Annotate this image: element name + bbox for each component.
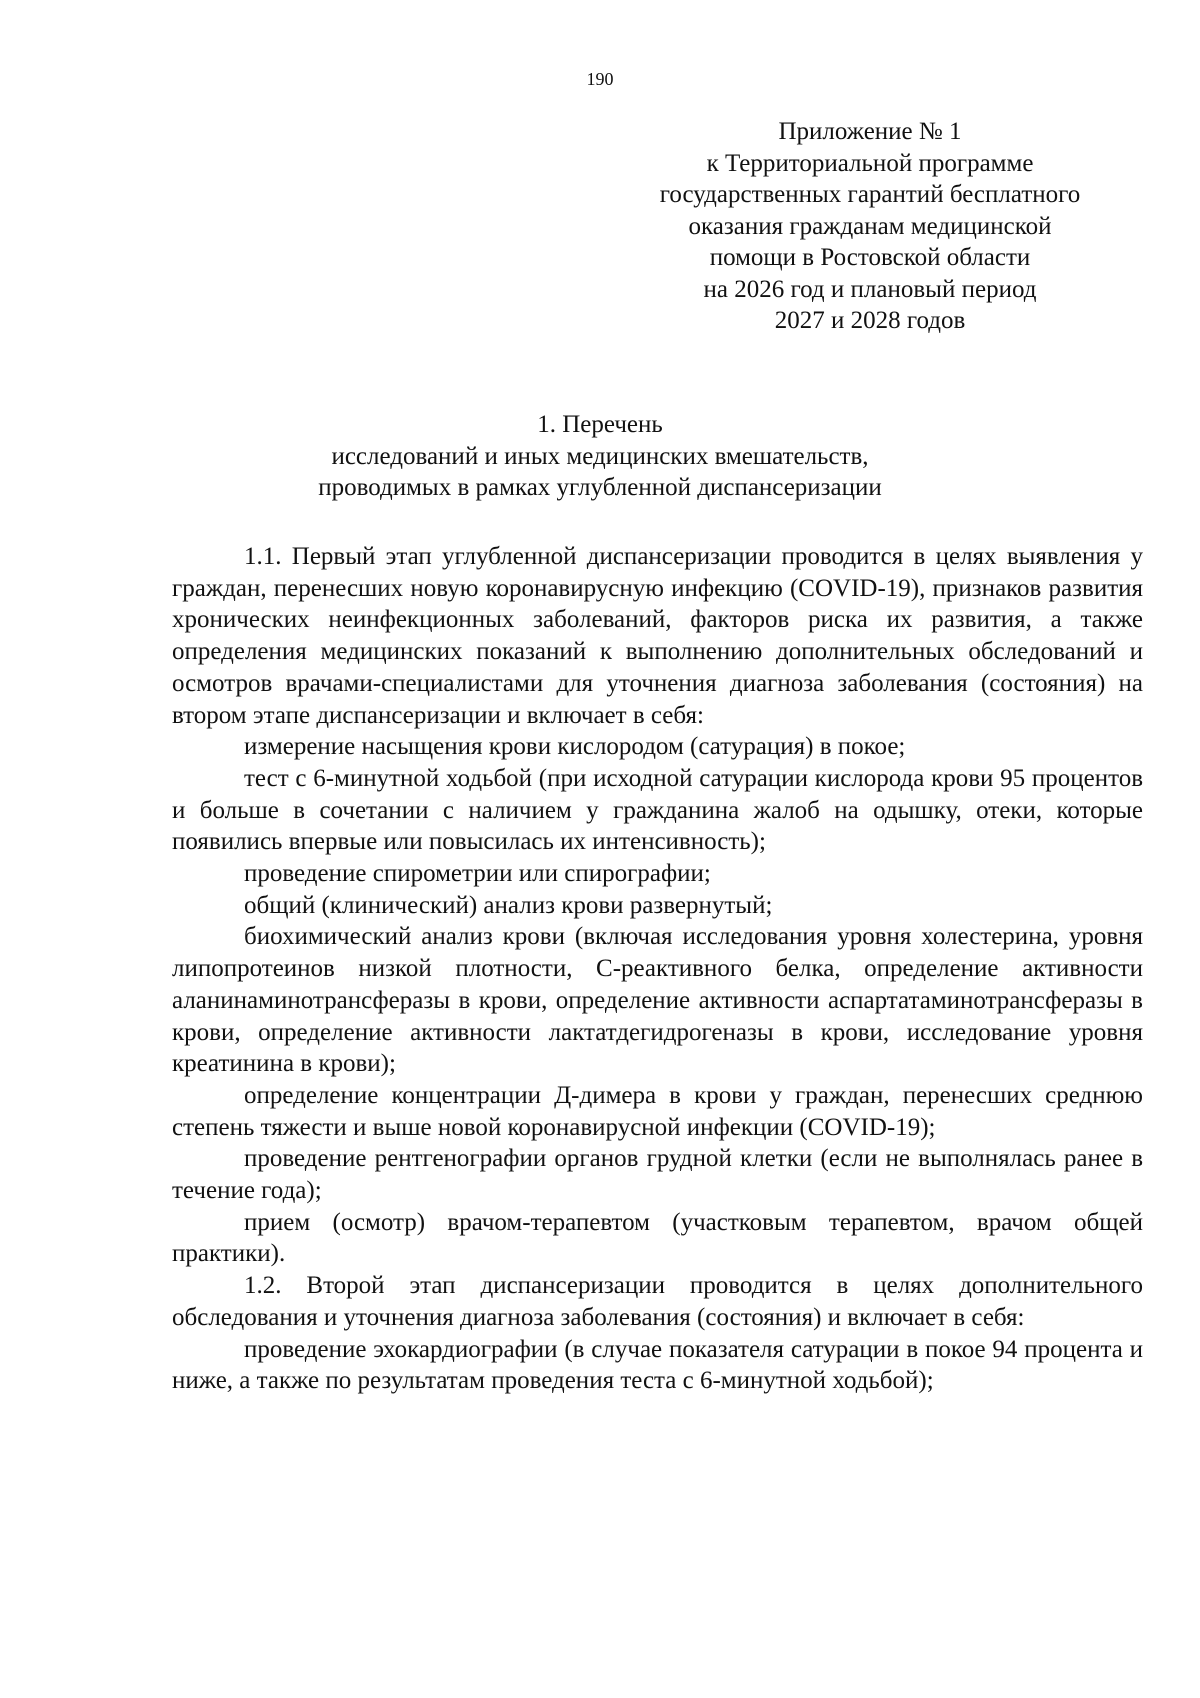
section-heading-line: 1. Перечень <box>537 411 663 438</box>
list-item-xray: проведение рентгенографии органов грудной клетки (если не выполнялась ранее в течение года); <box>172 1145 1143 1205</box>
appendix-header <box>640 116 1100 337</box>
appendix-line: к Территориальной программе <box>706 149 1034 177</box>
section-heading <box>0 409 1200 504</box>
paragraph-1-2-intro: 1.2. Второй этап диспансеризации проводится в целях дополнительного обследования и уточнения диагноза заболевания (состояния) и включает в себя: <box>172 1272 1143 1331</box>
appendix-line: помощи в Ростовской области <box>709 244 1031 271</box>
list-item-blood-count: общий (клинический) анализ крови развернутый; <box>244 891 773 919</box>
paragraph-1-1-intro: 1.1. Первый этап углубленной диспансеризации проводится в целях выявления у граждан, перенесших новую коронавирусную инфекцию (COVID-19), признаков развития хронических неинфекционных заболеваний, факторов риска их развития, а также определения медицинских показаний к выполнению дополнительных обследований и осмотров врачами-специалистами для уточнения диагноза заболевания (состояния) на втором этапе диспансеризации и включает в себя: <box>172 543 1143 729</box>
appendix-line: на 2026 год и плановый период <box>703 275 1037 303</box>
list-item-saturation: измерение насыщения крови кислородом (сатурация) в покое; <box>244 733 906 761</box>
appendix-line: 2027 и 2028 годов <box>774 307 966 334</box>
appendix-line: оказания гражданам медицинской <box>688 212 1052 240</box>
document-body <box>172 541 1143 1397</box>
list-item-spirometry: проведение спирометрии или спирографии; <box>244 860 711 888</box>
page-number: 190 <box>586 69 614 89</box>
list-item-d-dimer: определение концентрации Д-димера в крови у граждан, перенесших среднюю степень тяжести и выше новой коронавирусной инфекции (COVID-19); <box>172 1081 1143 1141</box>
appendix-line: государственных гарантий бесплатного <box>659 181 1081 208</box>
list-item-walk-test: тест с 6-минутной ходьбой (при исходной сатурации кислорода крови 95 процентов и больше в сочетании с наличием у гражданина жалоб на одышку, отеки, которые появились впервые или повысилась их интенсивность); <box>172 764 1143 856</box>
appendix-line: Приложение № 1 <box>778 118 962 145</box>
section-heading-line: проводимых в рамках углубленной диспансеризации <box>318 474 882 501</box>
list-item-therapist: прием (осмотр) врачом-терапевтом (участковым терапевтом, врачом общей практики). <box>172 1208 1143 1268</box>
list-item-biochemistry: биохимический анализ крови (включая исследования уровня холестерина, уровня липопротеинов низкой плотности, С-реактивного белка, определение активности аланинаминотрансферазы в крови, определение активности аспартатаминотрансферазы в крови, определение активности лактатдегидрогеназы в крови, исследование уровня креатинина в крови); <box>172 923 1143 1078</box>
section-heading-line: исследований и иных медицинских вмешательств, <box>331 442 869 470</box>
list-item-echocardiography: проведение эхокардиографии (в случае показателя сатурации в покое 94 процента и ниже, а также по результатам проведения теста с 6-минутной ходьбой); <box>172 1335 1143 1395</box>
